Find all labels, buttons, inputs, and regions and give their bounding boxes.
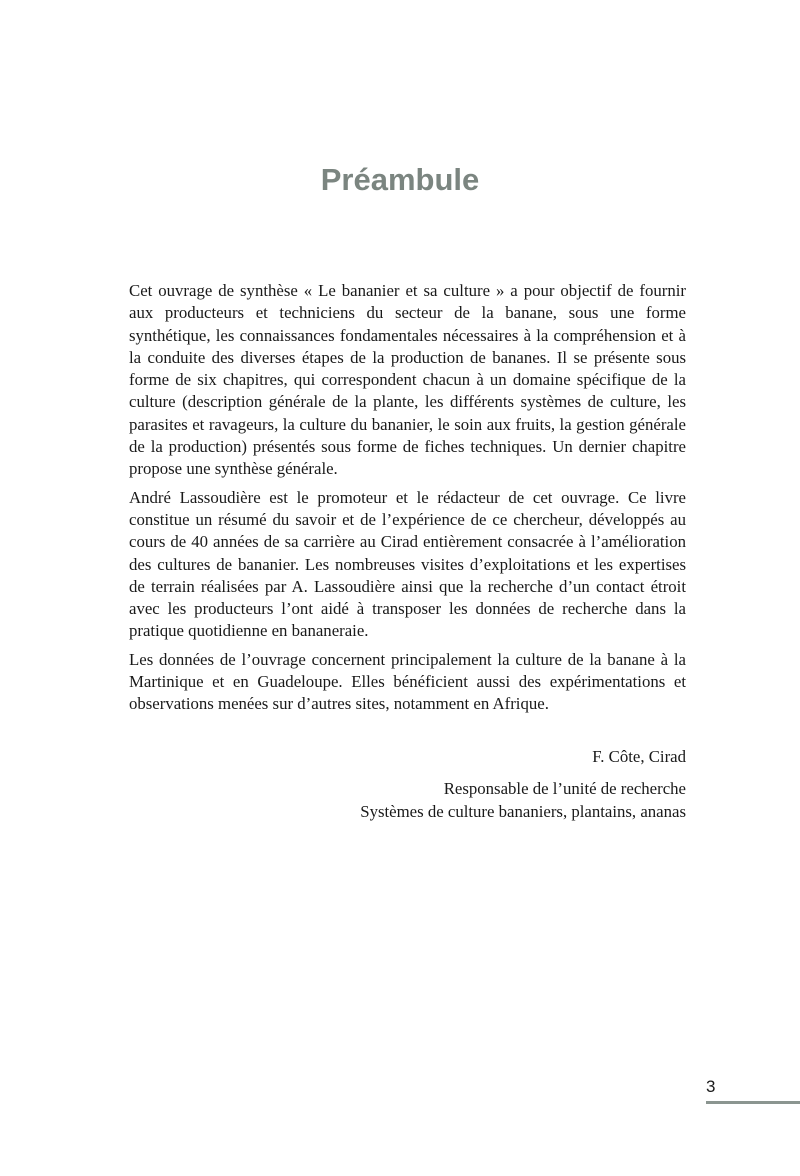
signature-name: F. Côte, Cirad — [592, 747, 686, 766]
page-number: 3 — [706, 1077, 716, 1096]
page-title: Préambule — [320, 162, 480, 197]
body-text — [129, 280, 686, 722]
signature-block — [360, 746, 686, 823]
signature-role-line-1: Responsable de l’unité de recherche — [443, 779, 686, 799]
signature-role-line-2: Systèmes de culture bananiers, plantains, ananas — [360, 801, 686, 821]
paragraph-2: André Lassoudière est le promoteur et le rédacteur de cet ouvrage. Ce livre constitue un résumé du savoir et de l’expérience de ce chercheur, développés au cours de 40 années de sa carrière au Cirad entièrement consacrée à l’amélioration des cultures de bananier. Les nombreuses visites d’exploitations et les expertises de terrain réalisées par A. Lassoudière ainsi que la recherche d’un contact étroit avec les producteurs l’ont aidé à transposer les données de recherche dans la pratique quotidienne en bananeraie. — [129, 487, 686, 641]
page-number-rule — [706, 1101, 800, 1104]
paragraph-1: Cet ouvrage de synthèse « Le bananier et sa culture » a pour objectif de fournir aux producteurs et techniciens du secteur de la banane, sous une forme synthétique, les connaissances fondamentales nécessaires à la compréhension et à la conduite des diverses étapes de la production de bananes. Il se présente sous forme de six chapitres, qui correspondent chacun à un domaine spécifique de la culture (description générale de la plante, les différents systèmes de culture, les parasites et ravageurs, la culture du bananier, le soin aux fruits, la gestion générale de la production) présentés sous forme de fiches techniques. Un dernier chapitre propose une synthèse générale. — [129, 281, 686, 479]
paragraph-3: Les données de l’ouvrage concernent principalement la culture de la banane à la Martinique et en Guadeloupe. Elles bénéficient aussi des expérimentations et observations menées sur d’autres sites, notamment en Afrique. — [129, 649, 686, 714]
